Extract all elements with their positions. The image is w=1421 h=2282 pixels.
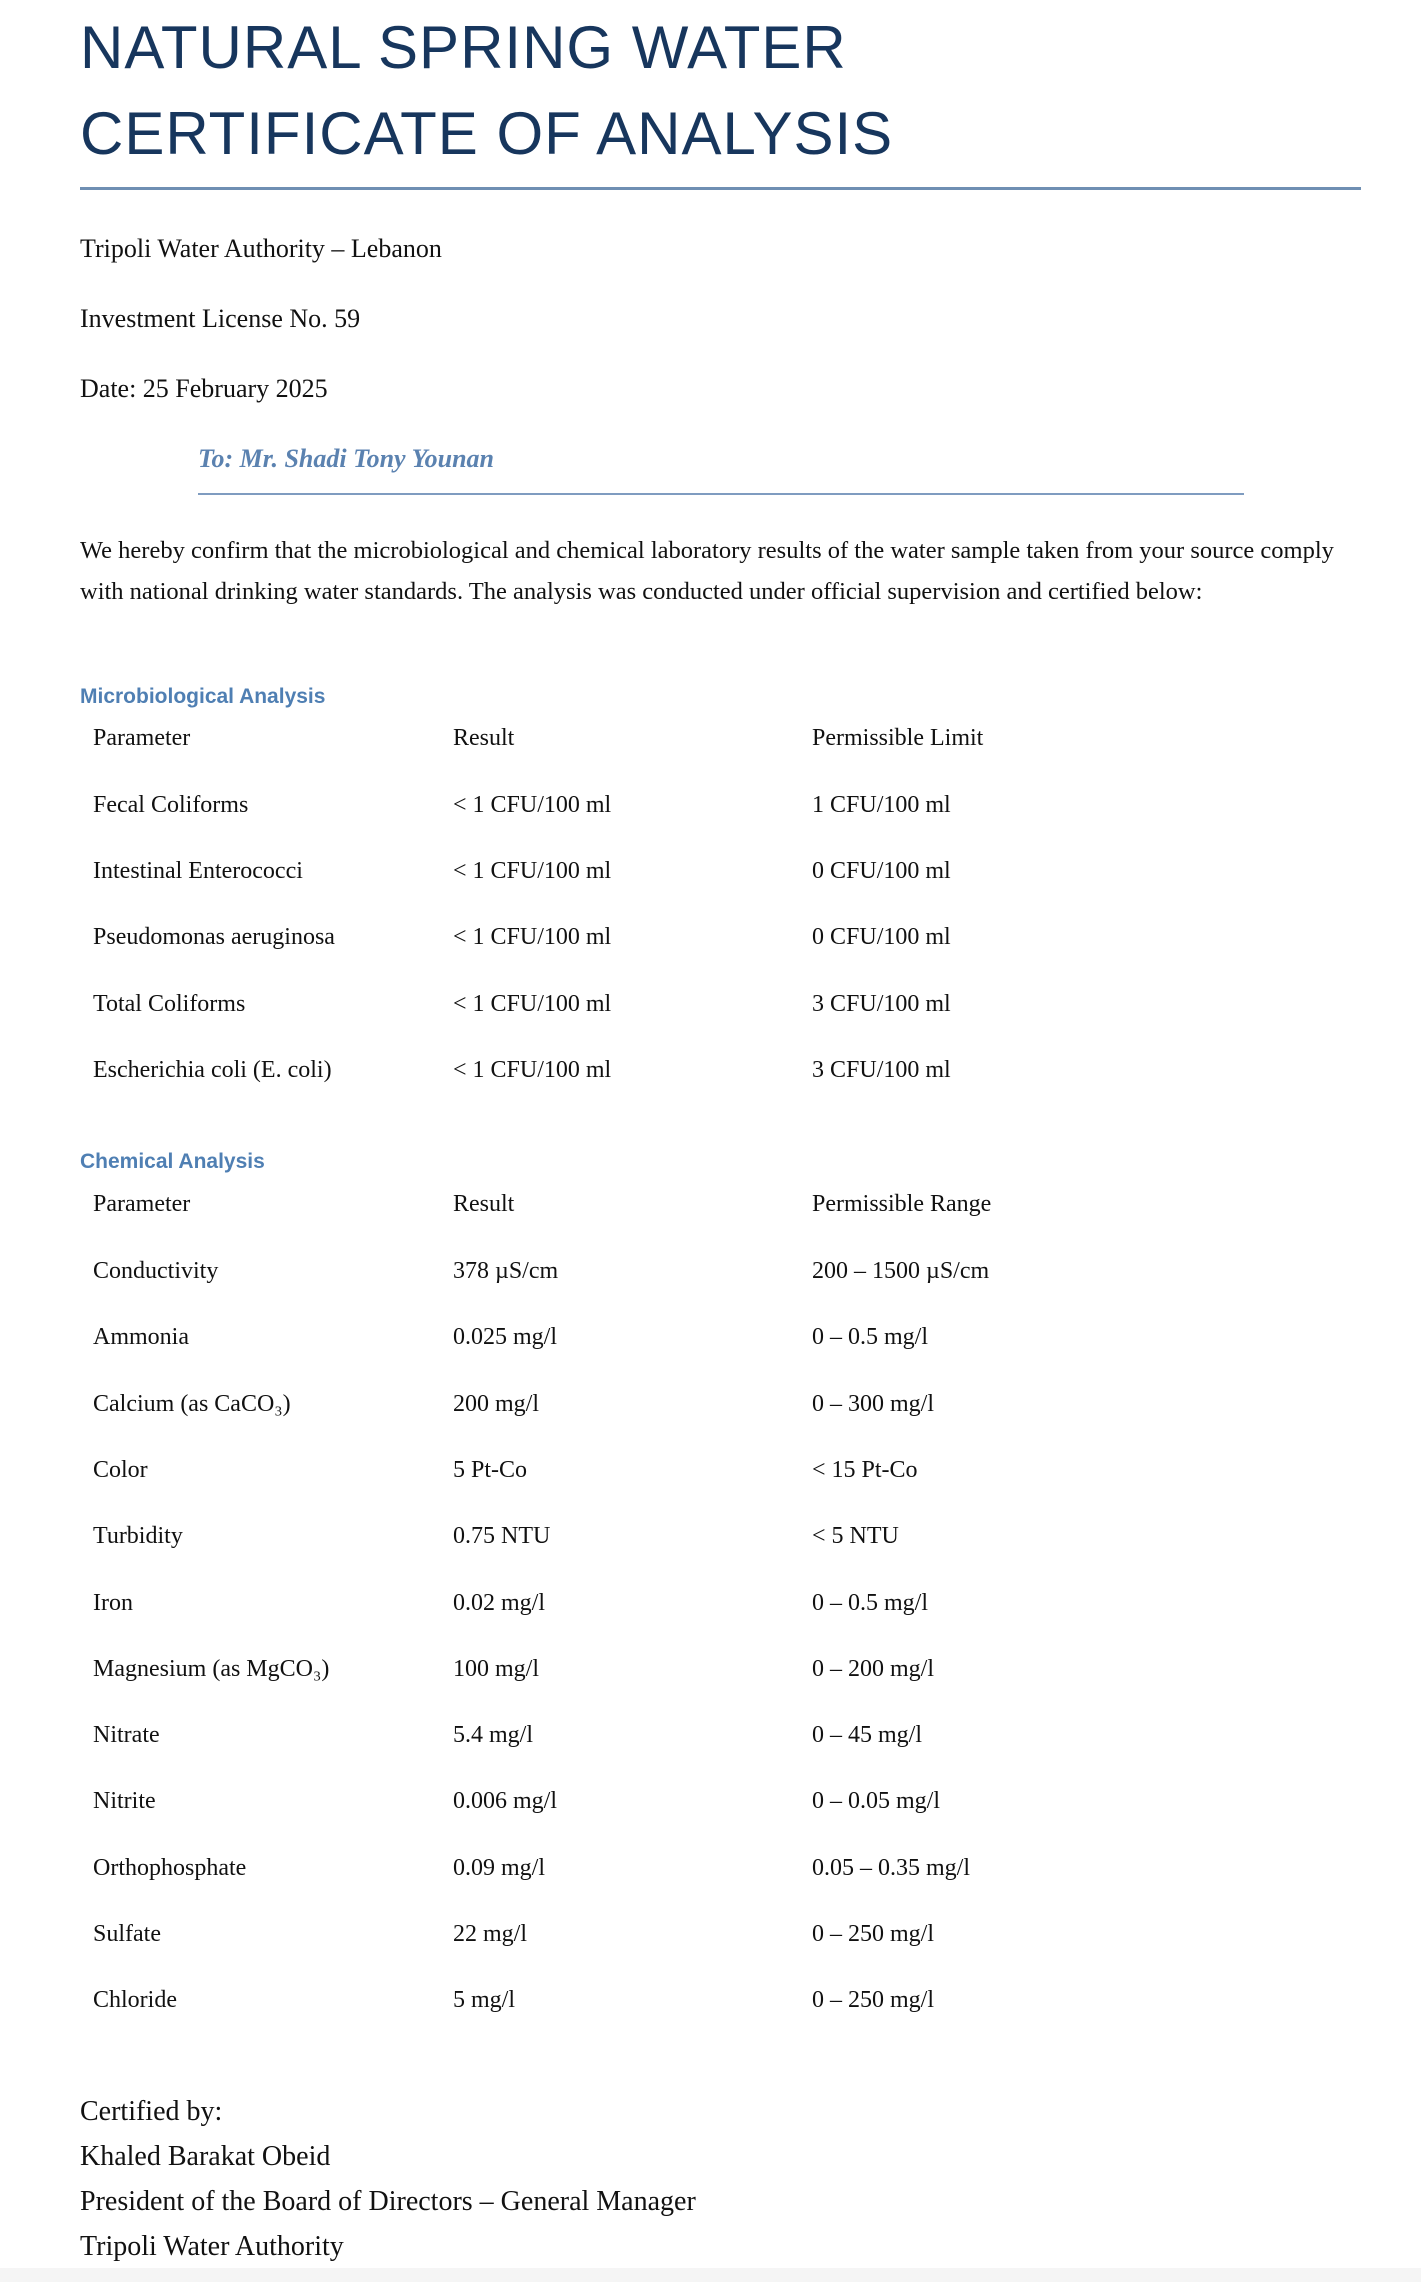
column-header-result: Result bbox=[453, 725, 515, 751]
table-row-result-cell: 100 mg/l bbox=[453, 1655, 540, 1682]
table-row-limit-cell: 1 CFU/100 ml bbox=[812, 792, 951, 818]
table-row-limit-cell: 0 – 250 mg/l bbox=[812, 1987, 935, 2014]
microbiological-heading: Microbiological Analysis bbox=[80, 685, 326, 708]
table-row-parameter-cell: Nitrite bbox=[93, 1788, 156, 1815]
table-row-result-cell: < 1 CFU/100 ml bbox=[453, 990, 612, 1017]
table-row-result-cell: 200 mg/l bbox=[453, 1390, 540, 1417]
table-row-limit-cell: 0 – 45 mg/l bbox=[812, 1722, 923, 1749]
table-row-limit-cell: 3 CFU/100 ml bbox=[812, 990, 951, 1017]
column-header-parameter: Parameter bbox=[93, 1191, 191, 1217]
table-row-result-cell: 22 mg/l bbox=[453, 1921, 528, 1947]
table-row-parameter-cell: Ammonia bbox=[93, 1324, 189, 1351]
table-row-limit-cell: 0 – 0.5 mg/l bbox=[812, 1589, 929, 1616]
title-divider bbox=[80, 187, 1361, 190]
table-row-result-cell: 5 Pt-Co bbox=[453, 1456, 528, 1483]
table-row-parameter-cell: Intestinal Enterococci bbox=[93, 858, 303, 885]
table-row-limit-cell: 0.05 – 0.35 mg/l bbox=[812, 1854, 971, 1881]
table-row-parameter-cell: Chloride bbox=[93, 1987, 177, 2014]
table-row-parameter-cell: Calcium (as CaCO₃) bbox=[93, 1390, 291, 1417]
signatory-organization: Tripoli Water Authority bbox=[80, 2231, 344, 2262]
column-header-parameter: Parameter bbox=[93, 725, 191, 751]
table-row-limit-cell: 3 CFU/100 ml bbox=[812, 1056, 951, 1083]
table-row-result-cell: 0.02 mg/l bbox=[453, 1589, 546, 1616]
signatory-position: President of the Board of Directors – General Manager bbox=[80, 2186, 696, 2217]
table-row-parameter-cell: Turbidity bbox=[93, 1523, 183, 1550]
table-row-limit-cell: 0 CFU/100 ml bbox=[812, 858, 951, 885]
table-row-result-cell: < 1 CFU/100 ml bbox=[453, 858, 612, 885]
chemical-heading: Chemical Analysis bbox=[80, 1150, 265, 1173]
table-row-parameter-cell: Magnesium (as MgCO₃) bbox=[93, 1655, 330, 1682]
table-row-parameter-cell: Escherichia coli (E. coli) bbox=[93, 1056, 332, 1083]
table-row-limit-cell: < 15 Pt-Co bbox=[812, 1456, 918, 1483]
table-row-result-cell: 5 mg/l bbox=[453, 1987, 516, 2014]
table-row-result-cell: 0.09 mg/l bbox=[453, 1854, 546, 1881]
table-row-limit-cell: 0 CFU/100 ml bbox=[812, 924, 951, 951]
table-row-parameter-cell: Conductivity bbox=[93, 1258, 219, 1284]
table-row-result-cell: 0.75 NTU bbox=[453, 1523, 551, 1550]
table-row-limit-cell: 0 – 250 mg/l bbox=[812, 1921, 935, 1947]
page-bottom-edge bbox=[0, 2268, 1421, 2282]
table-row-limit-cell: 0 – 200 mg/l bbox=[812, 1655, 935, 1682]
table-row-limit-cell: < 5 NTU bbox=[812, 1523, 899, 1550]
authority-line: Tripoli Water Authority – Lebanon bbox=[80, 234, 442, 263]
table-row-result-cell: < 1 CFU/100 ml bbox=[453, 792, 612, 818]
recipient-underline bbox=[198, 493, 1244, 495]
column-header-limit: Permissible Limit bbox=[812, 725, 984, 751]
table-row-parameter-cell: Sulfate bbox=[93, 1921, 161, 1947]
recipient-line: To: Mr. Shadi Tony Younan bbox=[198, 444, 495, 473]
signatory-name: Khaled Barakat Obeid bbox=[80, 2141, 331, 2172]
document-title-line-1: NATURAL SPRING WATER bbox=[80, 14, 847, 81]
table-row-result-cell: 5.4 mg/l bbox=[453, 1722, 534, 1749]
table-row-parameter-cell: Fecal Coliforms bbox=[93, 792, 249, 818]
column-header-result: Result bbox=[453, 1191, 515, 1217]
table-row-parameter-cell: Iron bbox=[93, 1589, 133, 1616]
table-row-limit-cell: 0 – 0.05 mg/l bbox=[812, 1788, 941, 1815]
date-line: Date: 25 February 2025 bbox=[80, 374, 328, 403]
table-row-parameter-cell: Total Coliforms bbox=[93, 990, 246, 1017]
license-line: Investment License No. 59 bbox=[80, 304, 361, 333]
table-row-limit-cell: 200 – 1500 µS/cm bbox=[812, 1258, 990, 1284]
table-row-result-cell: 0.025 mg/l bbox=[453, 1324, 558, 1351]
table-row-result-cell: < 1 CFU/100 ml bbox=[453, 924, 612, 951]
column-header-limit: Permissible Range bbox=[812, 1191, 992, 1217]
table-row-parameter-cell: Nitrate bbox=[93, 1722, 160, 1749]
table-row-parameter-cell: Color bbox=[93, 1456, 148, 1483]
intro-paragraph: We hereby confirm that the microbiological and chemical laboratory results of the water sample taken from your source comply with national drinking water standards. The analysis was conducted under official supervision and certified below: bbox=[80, 537, 1334, 605]
table-row-parameter-cell: Orthophosphate bbox=[93, 1854, 247, 1881]
table-row-limit-cell: 0 – 0.5 mg/l bbox=[812, 1324, 929, 1351]
certified-by-label: Certified by: bbox=[80, 2096, 223, 2127]
table-row-result-cell: < 1 CFU/100 ml bbox=[453, 1056, 612, 1083]
table-row-parameter-cell: Pseudomonas aeruginosa bbox=[93, 924, 335, 951]
document-title-line-2: CERTIFICATE OF ANALYSIS bbox=[80, 100, 894, 167]
table-row-limit-cell: 0 – 300 mg/l bbox=[812, 1390, 935, 1417]
table-row-result-cell: 0.006 mg/l bbox=[453, 1788, 558, 1815]
table-row-result-cell: 378 µS/cm bbox=[453, 1258, 559, 1284]
